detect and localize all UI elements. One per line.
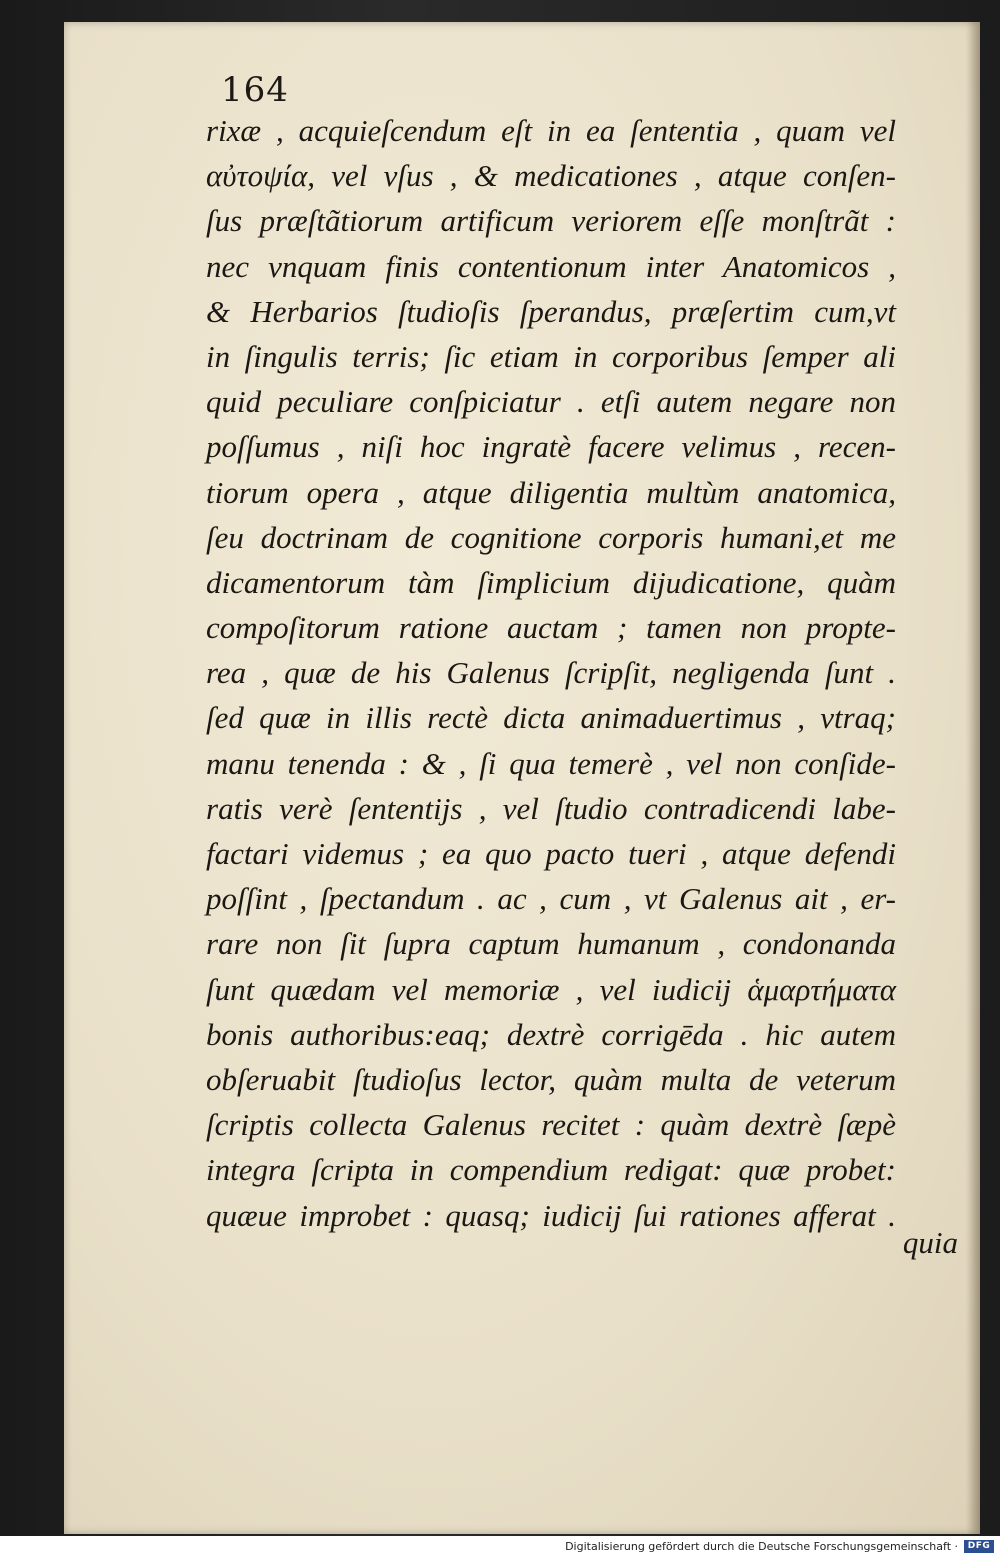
text-line: ſunt quædam vel memoriæ , vel iudicij ἁμαρτήματα — [206, 971, 896, 1007]
page-edge-shadow — [966, 22, 980, 1534]
text-line: ſed quæ in illis rectè dicta animaduertimus , vtraq; — [206, 700, 896, 736]
text-line: bonis authoribus:eaq; dextrè corrigēda . hic autem — [206, 1016, 896, 1052]
text-line: obſeruabit ſtudioſus lector, quàm multa de veterum — [206, 1061, 896, 1097]
text-line: ſcriptis collecta Galenus recitet : quàm dextrè ſæpè — [206, 1107, 896, 1143]
text-line: factari videmus ; ea quo pacto tueri , atque defendi — [206, 836, 896, 871]
text-line: in ſingulis terris; ſic etiam in corporibus ſemper ali — [206, 338, 896, 374]
catchword: quia — [902, 1225, 958, 1260]
text-line: dicamentorum tàm ſimplicium dijudicatione, quàm — [206, 564, 896, 600]
text-line: ratis verè ſententijs , vel ſtudio contradicendi labe- — [206, 790, 896, 826]
funding-credit: Digitalisierung gefördert durch die Deutsche Forschungsgemeinschaft · — [565, 1540, 958, 1553]
body-text — [206, 108, 896, 1238]
text-line: & Herbarios ſtudioſis ſperandus, præſertim cum,vt — [206, 293, 896, 329]
text-line: poſſumus , niſi hoc ingratè facere velimus , recen- — [206, 429, 896, 465]
text-line: ſeu doctrinam de cognitione corporis humani,et me — [206, 519, 896, 555]
text-line: quid peculiare conſpiciatur . etſi autem negare non — [206, 384, 896, 420]
dfg-logo: DFG — [964, 1540, 994, 1553]
footer-bar — [0, 1536, 1000, 1556]
text-line: poſſint , ſpectandum . ac , cum , vt Galenus ait , er- — [206, 881, 896, 917]
text-line: rea , quæ de his Galenus ſcripſit, negligenda ſunt . — [206, 655, 896, 691]
text-line: αὐτοψία, vel vſus , & medicationes , atque conſen- — [206, 158, 896, 194]
text-line: ſus præſtãtiorum artificum veriorem eſſe monſtrãt : — [206, 203, 896, 239]
text-line: tiorum opera , atque diligentia multùm anatomica, — [206, 474, 896, 510]
text-line: rare non ſit ſupra captum humanum , condonanda — [206, 926, 896, 962]
text-line: manu tenenda : & , ſi qua temerè , vel non conſide- — [206, 745, 896, 781]
text-line: integra ſcripta in compendium redigat: quæ probet: — [206, 1152, 896, 1188]
text-line: nec vnquam finis contentionum inter Anatomicos , — [206, 248, 896, 284]
text-line: rixæ , acquieſcendum eſt in ea ſententia , quam vel — [206, 113, 896, 148]
page-number: 164 — [221, 70, 289, 110]
text-line: compoſitorum ratione auctam ; tamen non propte- — [206, 610, 896, 646]
text-line: quæue improbet : quasq; iudicij ſui rationes afferat . — [206, 1197, 896, 1233]
